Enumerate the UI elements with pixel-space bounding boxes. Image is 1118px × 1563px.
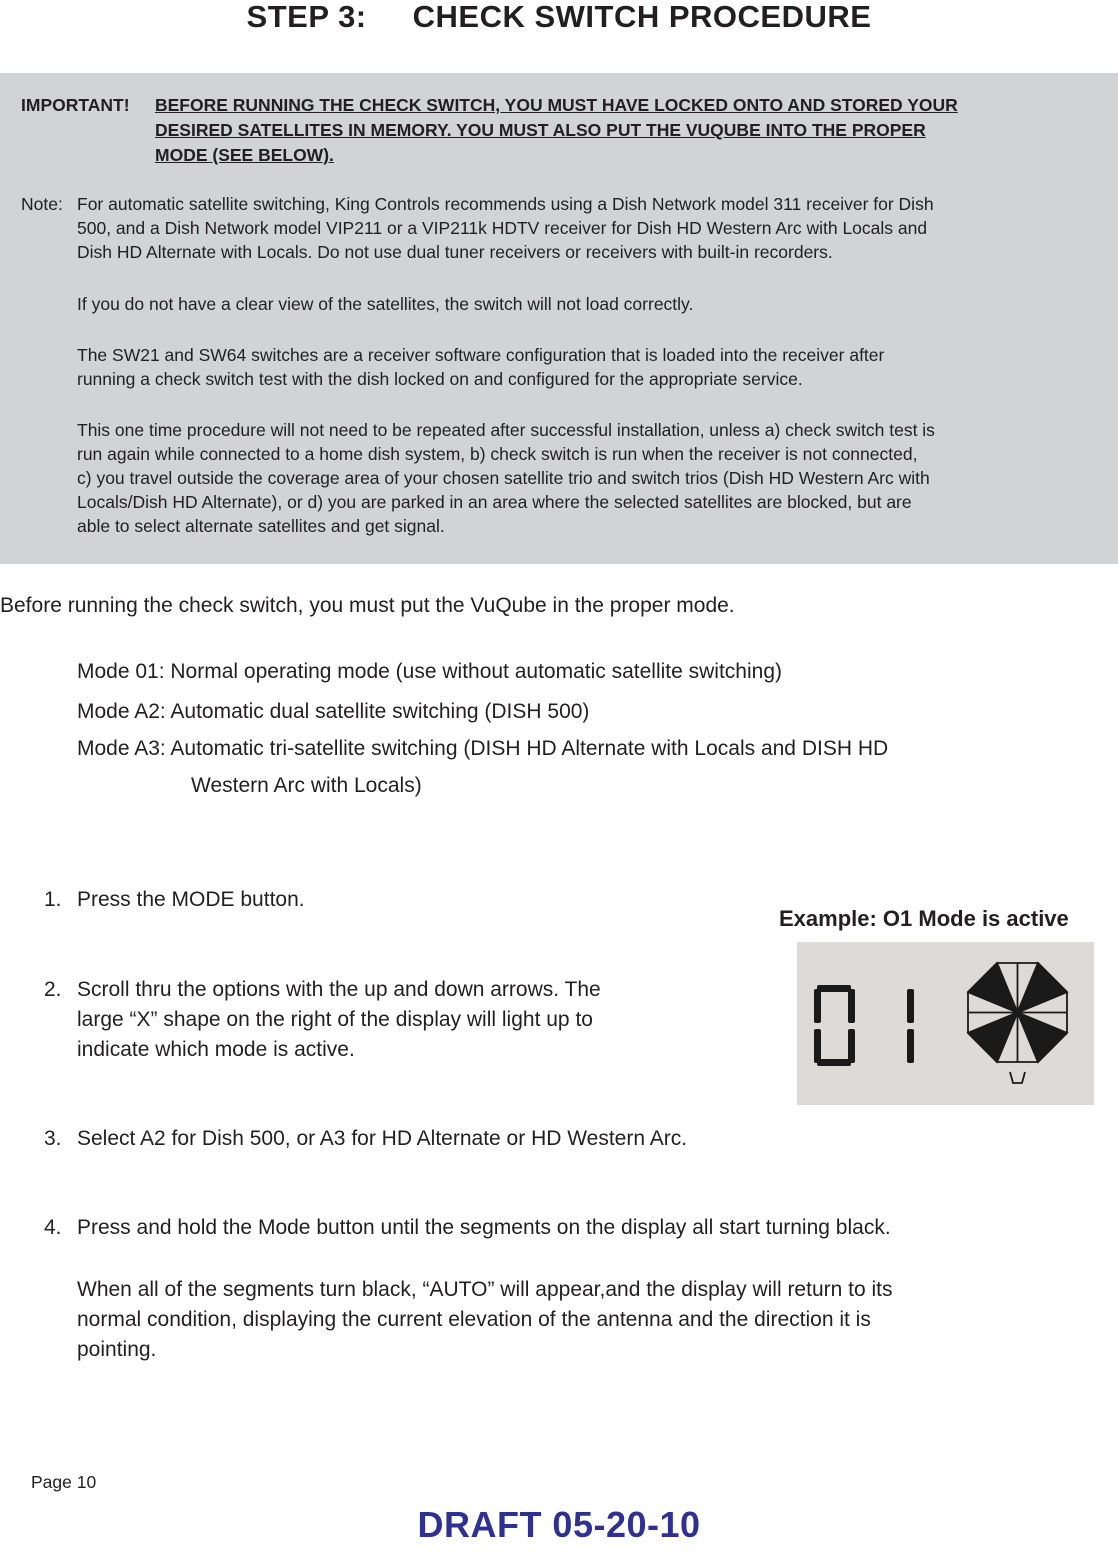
step-number: 2.: [44, 978, 62, 1001]
important-line: MODE (SEE BELOW).: [155, 145, 334, 165]
important-label: IMPORTANT!: [21, 95, 130, 115]
page-number: Page 10: [31, 1472, 97, 1492]
step-1-text: Press the MODE button.: [77, 888, 305, 911]
mode-indicator-x-icon: [968, 963, 1067, 1083]
step-number: 1.: [44, 888, 62, 911]
digit-zero: [814, 985, 855, 1066]
step-label: STEP 3:: [246, 0, 367, 34]
note-paragraph-3: The SW21 and SW64 switches are a receiver software configuration that is loaded into the receiver after running a check switch test with the dish locked on and configured for the appropriate service.: [77, 345, 885, 389]
mode-item-a2: Mode A2: Automatic dual satellite switching (DISH 500): [77, 700, 590, 723]
note-label: Note:: [21, 194, 63, 214]
step-3-text: Select A2 for Dish 500, or A3 for HD Alternate or HD Western Arc.: [77, 1127, 688, 1150]
example-caption: Example: O1 Mode is active: [779, 906, 1069, 931]
mode-item-continuation: Western Arc with Locals): [191, 774, 422, 797]
step-4-text: Press and hold the Mode button until the segments on the display all start turning black.: [77, 1216, 891, 1239]
lcd-display-example: [797, 942, 1094, 1105]
step-number: 3.: [44, 1127, 62, 1150]
title-text: CHECK SWITCH PROCEDURE: [412, 0, 872, 34]
lcd-display-graphic: [797, 942, 1094, 1105]
page-title: [0, 0, 1118, 34]
intro-text: Before running the check switch, you must put the VuQube in the proper mode.: [0, 594, 735, 617]
draft-watermark: DRAFT 05-20-10: [417, 1504, 701, 1545]
important-period: .: [329, 145, 334, 165]
note-paragraph-4: This one time procedure will not need to be repeated after successful installation, unless a) check switch test is run again while connected to a home dish system, b) check switch is run when the receiver is not connected, c) you travel outside the coverage area of your chosen satellite trio and switch trios (Dish HD Western Arc with Locals/Dish HD Alternate), or d) you are parked in an area where the selected satellites are blocked, but are able to select alternate satellites and get signal.: [77, 420, 935, 536]
note-paragraph-2: If you do not have a clear view of the satellites, the switch will not load correctly.: [77, 294, 694, 314]
step-number: 4.: [44, 1216, 62, 1239]
step-4-followup: When all of the segments turn black, “AUTO” will appear,and the display will return to its normal condition, displaying the current elevation of the antenna and the direction it is pointing.: [77, 1278, 893, 1361]
mode-item-a3: Mode A3: Automatic tri-satellite switching (DISH HD Alternate with Locals and DISH HD Western Arc with Locals): [77, 735, 888, 800]
mode-item-01: Mode 01: Normal operating mode (use without automatic satellite switching): [77, 660, 783, 683]
important-text: [155, 93, 1118, 168]
important-line: DESIRED SATELLITES IN MEMORY. YOU MUST ALSO PUT THE VUQUBE INTO THE PROPER: [155, 120, 926, 140]
digit-one: [907, 989, 914, 1063]
step-2-text: Scroll thru the options with the up and down arrows. The large “X” shape on the right of the display will light up to indicate which mode is active.: [77, 978, 601, 1061]
note-paragraph-1: For automatic satellite switching, King Controls recommends using a Dish Network model 311 receiver for Dish 500, and a Dish Network model VIP211 or a VIP211k HDTV receiver for Dish HD Western Arc with Locals and Dish HD Alternate with Locals. Do not use dual tuner receivers or receivers with built-in recorders.: [77, 194, 934, 262]
important-line: BEFORE RUNNING THE CHECK SWITCH, YOU MUST HAVE LOCKED ONTO AND STORED YOUR: [155, 95, 958, 115]
